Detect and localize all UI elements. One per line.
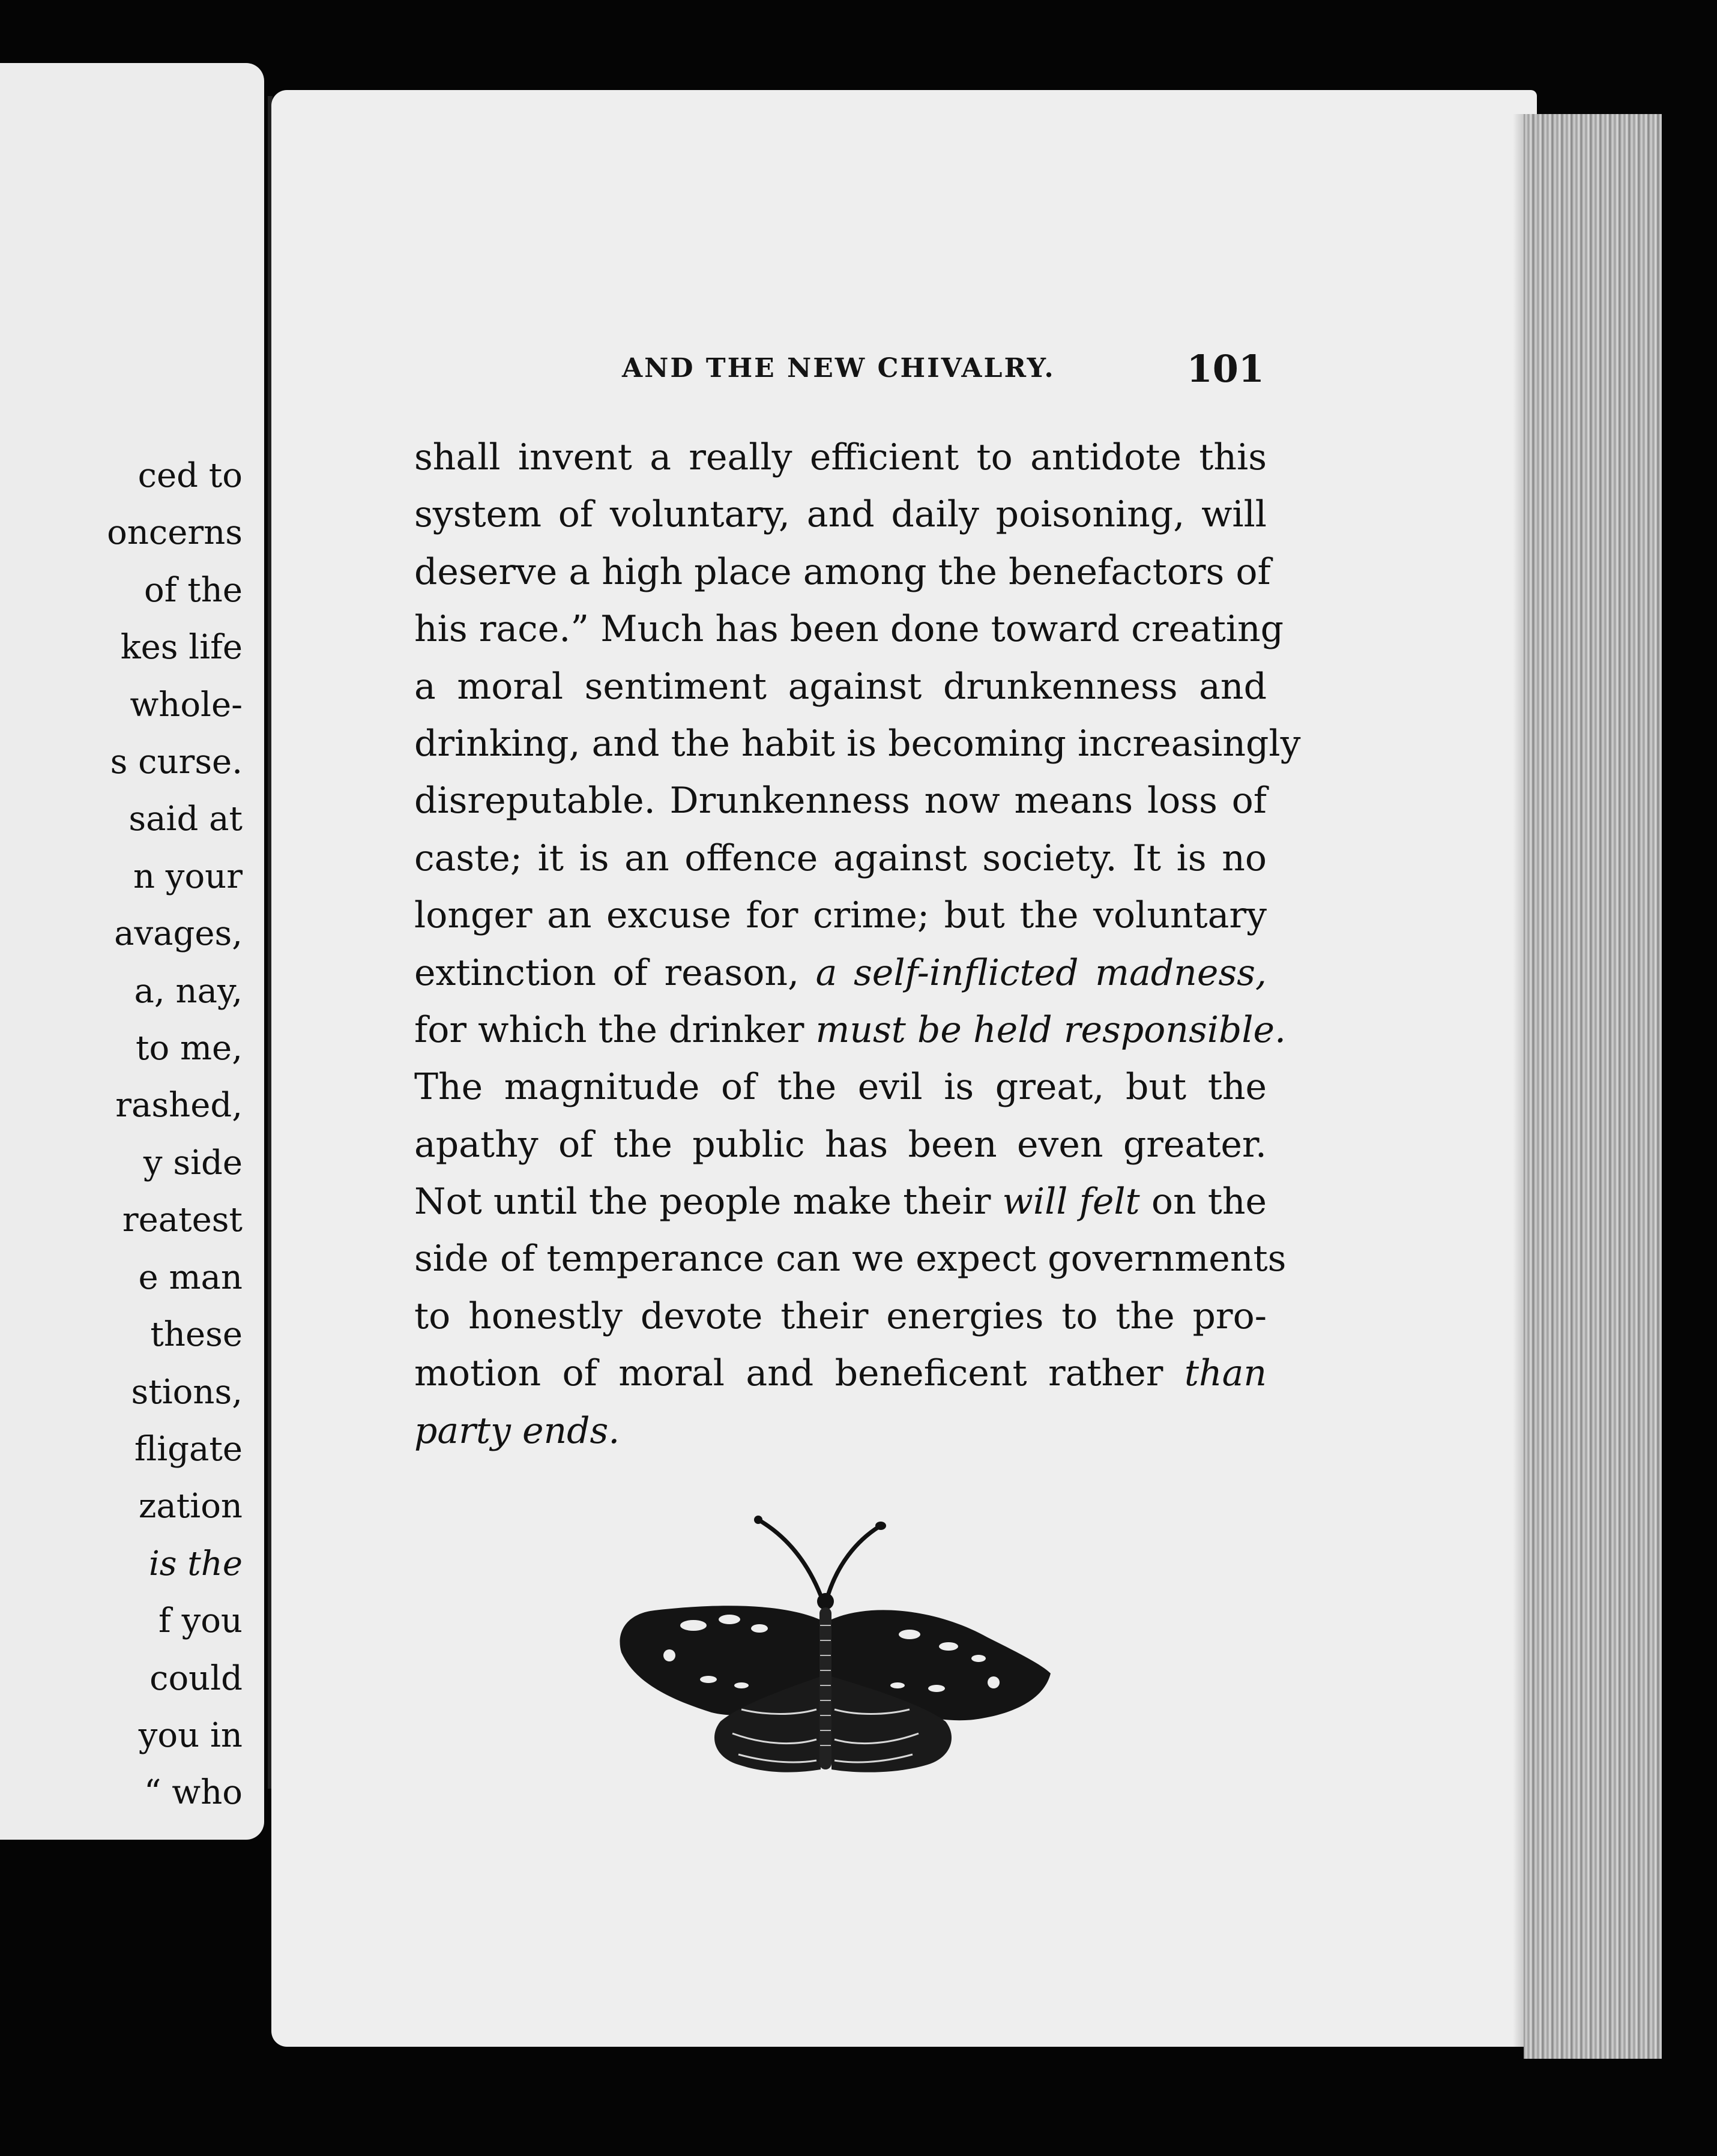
left-page-line: n your: [133, 857, 243, 896]
italic-text: than: [1184, 1352, 1267, 1395]
text-line: [414, 772, 1267, 830]
page-header: [622, 347, 1264, 395]
text-line: [414, 429, 1267, 486]
text-segment: drinking, and the habit is becoming increasingly: [414, 722, 1301, 765]
left-page-line: s curse.: [110, 742, 243, 782]
page-number: 101: [1186, 347, 1264, 391]
text-segment: a moral sentiment against drunkenness and: [414, 665, 1267, 708]
left-page-line: said at: [128, 799, 243, 839]
left-page-line: stions,: [131, 1372, 243, 1412]
left-page-line: kes life: [120, 628, 243, 667]
left-page-line: avages,: [114, 914, 243, 954]
left-page-line: whole-: [130, 685, 243, 724]
running-head: AND THE NEW CHIVALRY.: [622, 353, 1055, 384]
text-segment: longer an excuse for crime; but the voluntary: [414, 894, 1267, 937]
text-line: [414, 1403, 1267, 1460]
left-page-line: could: [149, 1658, 243, 1698]
text-segment: side of temperance can we expect governments: [414, 1238, 1287, 1280]
text-segment: motion of moral and beneficent rather: [414, 1352, 1184, 1395]
text-line: [414, 1173, 1267, 1230]
left-page-line: to me,: [135, 1029, 243, 1068]
left-page-line: zation: [138, 1487, 243, 1526]
left-page: [0, 63, 264, 1840]
left-page-line: is the: [148, 1544, 243, 1583]
left-page-text: [107, 447, 243, 1822]
text-segment: his race.” Much has been done toward creating: [414, 608, 1284, 651]
left-page-line: oncerns: [107, 513, 243, 553]
text-line: [414, 601, 1284, 658]
text-line: [414, 486, 1267, 543]
italic-text: party ends.: [414, 1409, 620, 1452]
text-line: [414, 1288, 1267, 1345]
left-page-line: ced to: [137, 456, 243, 495]
text-segment: apathy of the public has been even greater.: [414, 1123, 1267, 1166]
text-line: [414, 1059, 1267, 1116]
left-page-line: fligate: [134, 1429, 243, 1469]
text-line: [414, 887, 1267, 944]
left-page-line: y side: [143, 1143, 243, 1182]
text-segment: The magnitude of the evil is great, but the: [414, 1066, 1267, 1109]
text-line: [414, 1002, 1287, 1059]
left-page-line: f you: [158, 1601, 243, 1641]
text-segment: to honestly devote their energies to the pro-: [414, 1295, 1267, 1337]
text-line: [414, 830, 1267, 887]
text-line: [414, 1345, 1267, 1402]
text-segment: on the: [1139, 1181, 1267, 1223]
italic-text: a self-inflicted madness,: [815, 951, 1267, 994]
left-page-line: reatest: [122, 1200, 243, 1240]
left-page-line: these: [150, 1315, 243, 1355]
text-segment: for which the drinker: [414, 1008, 816, 1051]
text-segment: caste; it is an offence against society. It is no: [414, 837, 1267, 879]
text-segment: deserve a high place among the benefactors of: [414, 550, 1271, 593]
left-page-line: a, nay,: [134, 971, 243, 1011]
text-line: [414, 945, 1267, 1002]
body-text: [414, 429, 1301, 1460]
butterfly-icon: [597, 1505, 1054, 1781]
italic-text: must be held responsible.: [815, 1008, 1287, 1051]
text-line: [414, 658, 1267, 715]
text-segment: shall invent a really efficient to antidote this: [414, 436, 1267, 478]
text-line: [414, 544, 1271, 601]
left-page-line: e man: [138, 1257, 243, 1297]
text-line: [414, 1230, 1287, 1287]
left-page-line: you in: [138, 1715, 243, 1755]
text-segment: system of voluntary, and daily poisoning, will: [414, 493, 1267, 536]
left-page-line: of the: [144, 570, 243, 610]
left-page-line: “ who: [143, 1773, 243, 1813]
text-segment: disreputable. Drunkenness now means loss of: [414, 780, 1267, 822]
book-page-edges: [1524, 114, 1662, 2059]
text-line: [414, 715, 1301, 772]
italic-text: will felt: [1002, 1181, 1140, 1223]
left-page-line: rashed,: [115, 1086, 243, 1125]
text-line: [414, 1116, 1267, 1173]
text-segment: extinction of reason,: [414, 951, 816, 994]
text-segment: Not until the people make their: [414, 1181, 1003, 1223]
